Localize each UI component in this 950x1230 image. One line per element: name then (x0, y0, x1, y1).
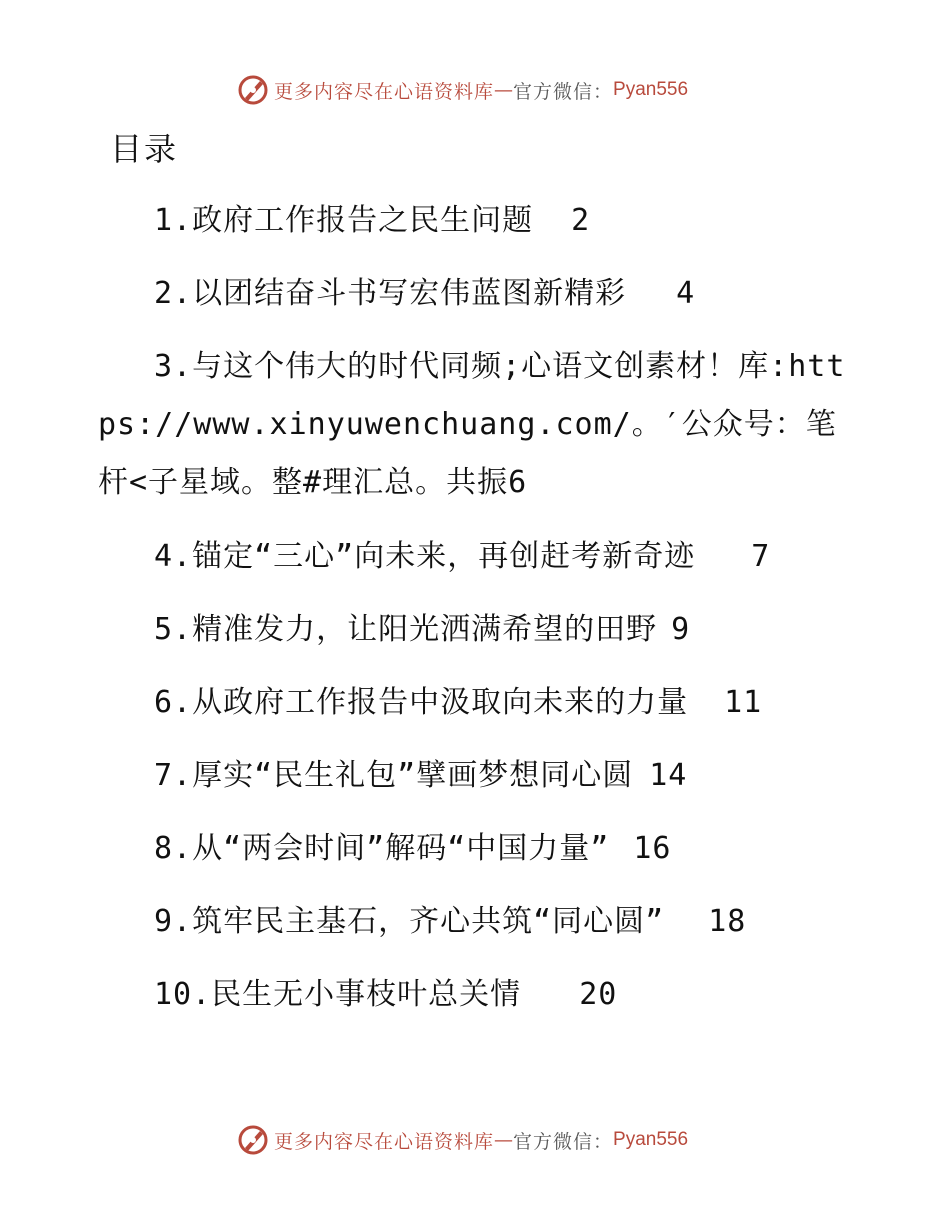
entry-page: 11 (724, 685, 763, 720)
entry-number: 10. (154, 977, 212, 1012)
footer-banner (236, 1122, 688, 1158)
toc-entry-5 (98, 593, 858, 666)
entry-title: 从政府工作报告中汲取向未来的力量 (192, 685, 689, 720)
toc-entry-4 (98, 520, 858, 593)
banner-wechat-label: 官方微信： (513, 80, 614, 103)
entry-title: 与这个伟大的时代同频;心语文创素材！库:https://www.xinyuwenchuang.com/。′公众号：笔杆<子星域。整#理汇总。共振 (98, 349, 846, 500)
entry-number: 1. (154, 203, 193, 238)
entry-number: 2. (154, 276, 193, 311)
header-banner (236, 72, 688, 108)
entry-number: 9. (154, 904, 193, 939)
entry-number: 6. (154, 685, 193, 720)
banner-separator: — (494, 1129, 514, 1151)
banner-text: 更多内容尽在心语资料库 (274, 80, 495, 103)
entry-page: 20 (579, 977, 618, 1012)
entry-title: 筑牢民主基石，齐心共筑“同心圆” (192, 904, 665, 939)
entry-title: 从“两会时间”解码“中国力量” (192, 831, 610, 866)
entry-title: 以团结奋斗书写宏伟蓝图新精彩 (192, 276, 627, 311)
banner-wechat-label: 官方微信： (513, 1130, 614, 1153)
banner-text: 更多内容尽在心语资料库 (274, 1130, 495, 1153)
pen-logo-icon (236, 73, 270, 107)
entry-page: 2 (571, 203, 591, 238)
toc-entry-7 (98, 739, 858, 812)
entry-number: 3. (154, 349, 193, 384)
entry-page: 6 (508, 465, 528, 500)
entry-number: 7. (154, 758, 193, 793)
entry-title: 民生无小事枝叶总关情 (211, 977, 522, 1012)
entry-page: 18 (708, 904, 747, 939)
toc-entry-1 (98, 184, 858, 257)
banner-separator: — (494, 79, 514, 101)
entry-number: 5. (154, 612, 193, 647)
toc-entry-10 (98, 958, 858, 1031)
toc-entry-2 (98, 257, 858, 330)
entry-page: 16 (633, 831, 672, 866)
entry-number: 8. (154, 831, 193, 866)
banner-wechat-id: Pyan556 (613, 1129, 689, 1150)
toc-entry-9 (98, 885, 858, 958)
pen-logo-icon (236, 1123, 270, 1157)
entry-page: 4 (676, 276, 696, 311)
entry-title: 精准发力，让阳光洒满希望的田野 (192, 612, 658, 647)
toc-entry-3 (98, 330, 858, 520)
entry-title: 厚实“民生礼包”擘画梦想同心圆 (192, 758, 634, 793)
entry-title: 锚定“三心”向未来，再创赶考新奇迹 (192, 539, 696, 574)
entry-number: 4. (154, 539, 193, 574)
entry-page: 7 (751, 539, 771, 574)
toc-entry-8 (98, 812, 858, 885)
entry-page: 9 (671, 612, 691, 647)
toc-entry-6 (98, 666, 858, 739)
entry-title: 政府工作报告之民生问题 (192, 203, 534, 238)
toc-title: 目录 (110, 130, 179, 168)
entry-page: 14 (649, 758, 688, 793)
table-of-contents (98, 184, 858, 1031)
banner-wechat-id: Pyan556 (613, 79, 689, 100)
